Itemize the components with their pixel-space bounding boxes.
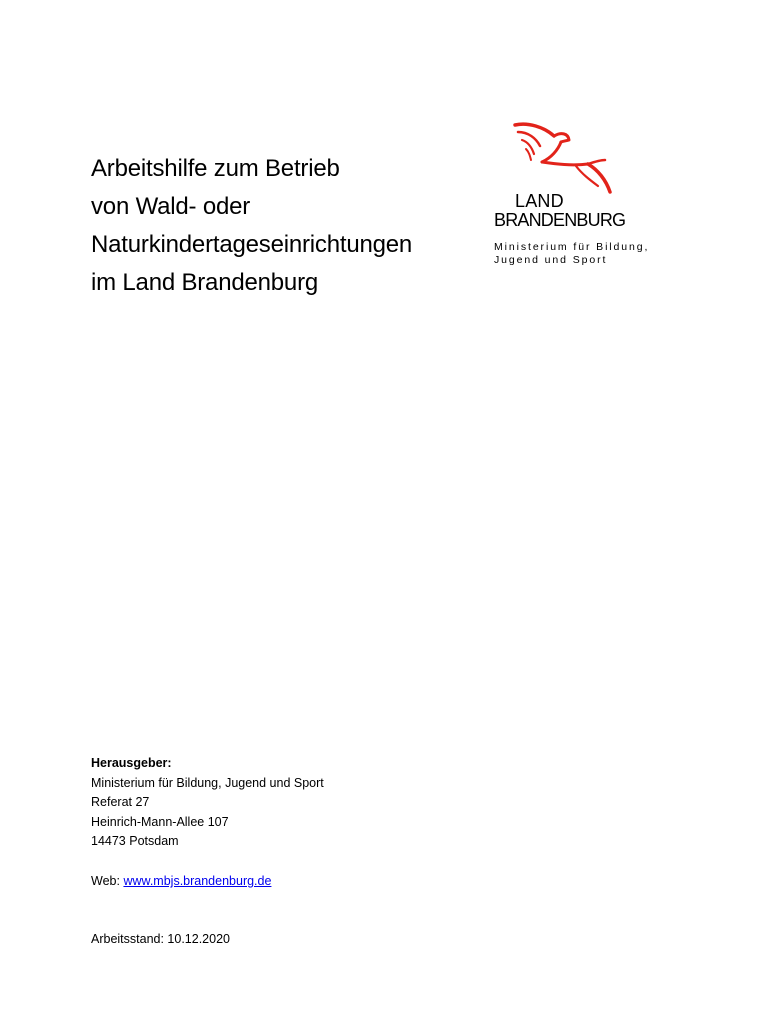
title-line: von Wald- oder: [91, 193, 251, 220]
publisher-department: Referat 27: [91, 795, 150, 809]
logo-land-text: LAND: [515, 191, 564, 211]
document-title: [91, 150, 471, 302]
work-status: Arbeitsstand: 10.12.2020: [91, 932, 230, 946]
publisher-label: Herausgeber:: [91, 756, 172, 770]
title-line: Arbeitshilfe zum Betrieb: [91, 155, 340, 182]
publisher-block: [91, 754, 324, 852]
publisher-name: Ministerium für Bildung, Jugend und Sport: [91, 775, 324, 790]
logo-brandenburg-text: BRANDENBURG: [494, 210, 626, 230]
publisher-city: 14473 Potsdam: [91, 834, 179, 848]
ministry-line: Jugend und Sport: [494, 254, 608, 266]
web-line: [91, 872, 271, 891]
ministry-line: Ministerium für Bildung,: [494, 241, 650, 253]
logo-ministry-text: [494, 241, 649, 267]
website-link[interactable]: www.mbjs.brandenburg.de: [123, 874, 272, 888]
web-label: Web:: [91, 874, 120, 888]
land-brandenburg-logo: [492, 120, 662, 270]
eagle-icon: [506, 120, 616, 202]
title-line: im Land Brandenburg: [91, 269, 319, 296]
publisher-street: Heinrich-Mann-Allee 107: [91, 814, 229, 829]
title-line: Naturkindertageseinrichtungen: [91, 231, 413, 258]
